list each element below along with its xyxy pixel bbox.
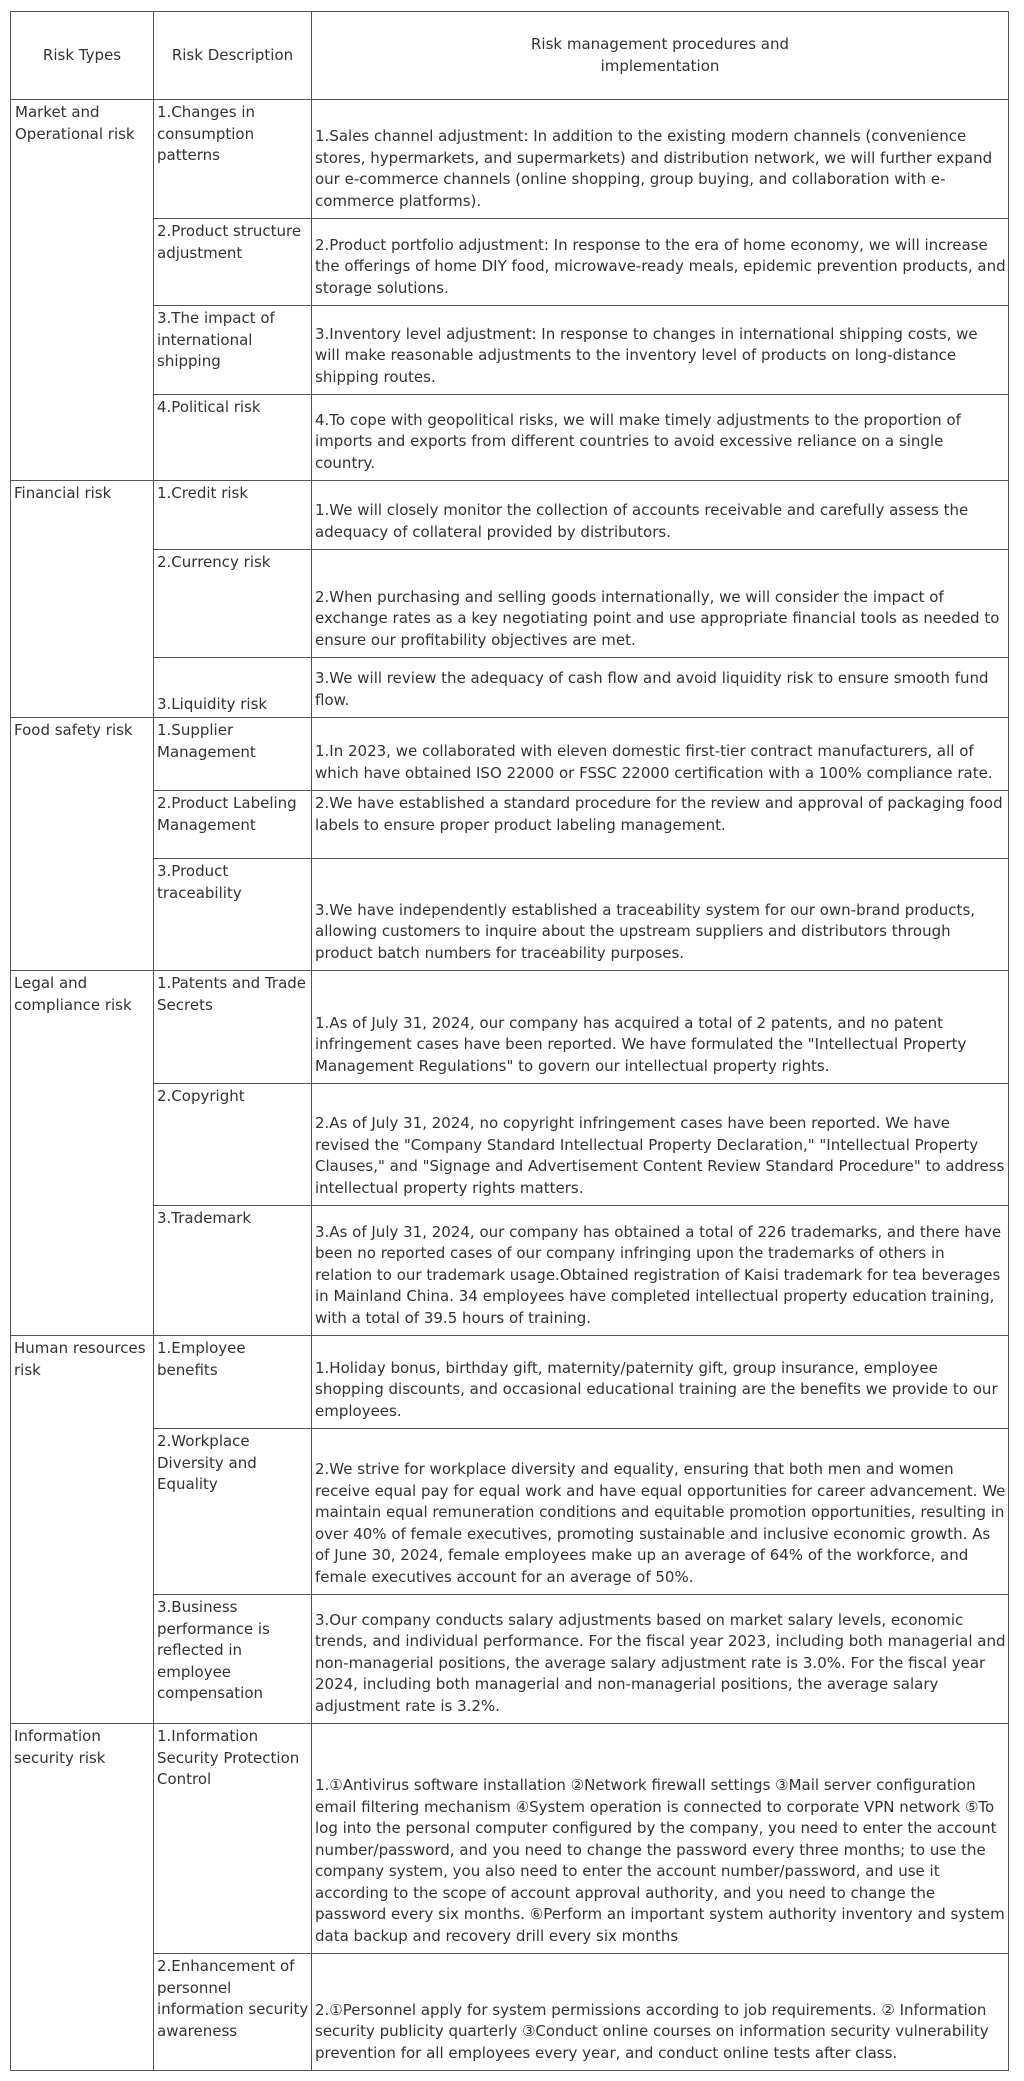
risk-description-cell: 1.Information Security Protection Control bbox=[154, 1724, 312, 1954]
table-row bbox=[11, 306, 1009, 395]
risk-type-cell: Legal and compliance risk bbox=[11, 971, 154, 1336]
table-row bbox=[11, 859, 1009, 971]
risk-type-cell: Market and Operational risk bbox=[11, 100, 154, 481]
risk-description-cell: 2.Enhancement of personnel information security awareness bbox=[154, 1954, 312, 2071]
risk-description-cell: 1.Changes in consumption patterns bbox=[154, 100, 312, 219]
procedure-cell: 2.We have established a standard procedure for the review and approval of packaging food labels to ensure proper product labeling management. bbox=[312, 791, 1009, 859]
risk-description-cell: 2.Product Labeling Management bbox=[154, 791, 312, 859]
header-procedures: Risk management procedures and implementation bbox=[312, 12, 1009, 100]
procedure-cell: 3.We have independently established a traceability system for our own-brand products, allowing customers to inquire about the upstream suppliers and distributors through product batch numbers for traceability purposes. bbox=[312, 859, 1009, 971]
procedure-cell: 4.To cope with geopolitical risks, we will make timely adjustments to the proportion of imports and exports from different countries to avoid excessive reliance on a single country. bbox=[312, 395, 1009, 481]
table-row bbox=[11, 481, 1009, 550]
header-risk-types: Risk Types bbox=[11, 12, 154, 100]
procedure-cell: 2.As of July 31, 2024, no copyright infringement cases have been reported. We have revised the "Company Standard Intellectual Property Declaration," "Intellectual Property Clauses," and "Signage and Advertisement Content Review Standard Procedure" to address intellectual property rights matters. bbox=[312, 1084, 1009, 1206]
risk-description-cell: 2.Product structure adjustment bbox=[154, 219, 312, 306]
table-row bbox=[11, 718, 1009, 791]
procedure-cell: 3.Inventory level adjustment: In response to changes in international shipping costs, we will make reasonable adjustments to the inventory level of products on long-distance shipping routes. bbox=[312, 306, 1009, 395]
procedure-cell: 1.Sales channel adjustment: In addition to the existing modern channels (convenience stores, hypermarkets, and supermarkets) and distribution network, we will further expand our e-commerce channels (online shopping, group buying, and collaboration with e-commerce platforms). bbox=[312, 100, 1009, 219]
procedure-cell: 3.Our company conducts salary adjustments based on market salary levels, economic trends, and individual performance. For the fiscal year 2023, including both managerial and non-managerial positions, the average salary adjustment rate is 3.0%. For the fiscal year 2024, including both managerial and non-managerial positions, the average salary adjustment rate is 3.2%. bbox=[312, 1595, 1009, 1724]
risk-description-cell: 4.Political risk bbox=[154, 395, 312, 481]
risk-description-cell: 1.Patents and Trade Secrets bbox=[154, 971, 312, 1084]
risk-description-cell: 3.Trademark bbox=[154, 1206, 312, 1336]
table-row bbox=[11, 550, 1009, 658]
table-row bbox=[11, 1429, 1009, 1595]
procedure-cell: 2.①Personnel apply for system permissions according to job requirements. ② Information security publicity quarterly ③Conduct online courses on information security vulnerability prevention for all employees every year, and conduct online tests after class. bbox=[312, 1954, 1009, 2071]
risk-management-table bbox=[10, 11, 1009, 2071]
procedure-cell: 3.As of July 31, 2024, our company has obtained a total of 226 trademarks, and there have been no reported cases of our company infringing upon the trademarks of others in relation to our trademark usage.Obtained registration of Kaisi trademark for tea beverages in Mainland China. 34 employees have completed intellectual property education training, with a total of 39.5 hours of training. bbox=[312, 1206, 1009, 1336]
procedure-cell: 1.As of July 31, 2024, our company has acquired a total of 2 patents, and no patent infringement cases have been reported. We have formulated the "Intellectual Property Management Regulations" to govern our intellectual property rights. bbox=[312, 971, 1009, 1084]
table-row bbox=[11, 100, 1009, 219]
table-row bbox=[11, 395, 1009, 481]
risk-description-cell: 2.Copyright bbox=[154, 1084, 312, 1206]
procedure-cell: 2.When purchasing and selling goods internationally, we will consider the impact of exchange rates as a key negotiating point and use appropriate financial tools as needed to ensure our profitability objectives are met. bbox=[312, 550, 1009, 658]
risk-description-cell: 1.Employee benefits bbox=[154, 1336, 312, 1429]
table-row bbox=[11, 658, 1009, 718]
table-row bbox=[11, 1724, 1009, 1954]
table-row bbox=[11, 219, 1009, 306]
risk-description-cell: 3.Business performance is reflected in employee compensation bbox=[154, 1595, 312, 1724]
header-risk-description: Risk Description bbox=[154, 12, 312, 100]
risk-description-cell: 3.The impact of international shipping bbox=[154, 306, 312, 395]
table-row bbox=[11, 791, 1009, 859]
procedure-cell: 2.Product portfolio adjustment: In response to the era of home economy, we will increase the offerings of home DIY food, microwave-ready meals, epidemic prevention products, and storage solutions. bbox=[312, 219, 1009, 306]
risk-type-cell: Information security risk bbox=[11, 1724, 154, 2071]
procedure-cell: 1.Holiday bonus, birthday gift, maternity/paternity gift, group insurance, employee shopping discounts, and occasional educational training are the benefits we provide to our employees. bbox=[312, 1336, 1009, 1429]
procedure-cell: 3.We will review the adequacy of cash flow and avoid liquidity risk to ensure smooth fund flow. bbox=[312, 658, 1009, 718]
table-row bbox=[11, 1206, 1009, 1336]
procedure-cell: 1.①Antivirus software installation ②Network firewall settings ③Mail server configuration email filtering mechanism ④System operation is connected to corporate VPN network ⑤To log into the personal computer configured by the company, you need to enter the account number/password, and you need to change the password every three months; to use the company system, you also need to enter the account number/password, and use it according to the scope of account approval authority, and you need to change the password every six months. ⑥Perform an important system authority inventory and system data backup and recovery drill every six months bbox=[312, 1724, 1009, 1954]
table-row bbox=[11, 1595, 1009, 1724]
risk-description-cell: 1.Credit risk bbox=[154, 481, 312, 550]
header-row bbox=[11, 12, 1009, 100]
table-row bbox=[11, 1084, 1009, 1206]
risk-description-cell: 1.Supplier Management bbox=[154, 718, 312, 791]
risk-description-cell: 3.Product traceability bbox=[154, 859, 312, 971]
table-row bbox=[11, 1336, 1009, 1429]
procedure-cell: 1.In 2023, we collaborated with eleven domestic first-tier contract manufacturers, all of which have obtained ISO 22000 or FSSC 22000 certification with a 100% compliance rate. bbox=[312, 718, 1009, 791]
table-row bbox=[11, 971, 1009, 1084]
risk-description-cell: 2.Workplace Diversity and Equality bbox=[154, 1429, 312, 1595]
procedure-cell: 1.We will closely monitor the collection of accounts receivable and carefully assess the adequacy of collateral provided by distributors. bbox=[312, 481, 1009, 550]
risk-type-cell: Food safety risk bbox=[11, 718, 154, 971]
risk-description-cell: 3.Liquidity risk bbox=[154, 658, 312, 718]
risk-type-cell: Financial risk bbox=[11, 481, 154, 718]
table-row bbox=[11, 1954, 1009, 2071]
risk-description-cell: 2.Currency risk bbox=[154, 550, 312, 658]
procedure-cell: 2.We strive for workplace diversity and equality, ensuring that both men and women receive equal pay for equal work and have equal opportunities for career advancement. We maintain equal remuneration conditions and equitable promotion opportunities, resulting in over 40% of female executives, promoting sustainable and inclusive economic growth. As of June 30, 2024, female employees make up an average of 64% of the workforce, and female executives account for an average of 50%. bbox=[312, 1429, 1009, 1595]
risk-type-cell: Human resources risk bbox=[11, 1336, 154, 1724]
